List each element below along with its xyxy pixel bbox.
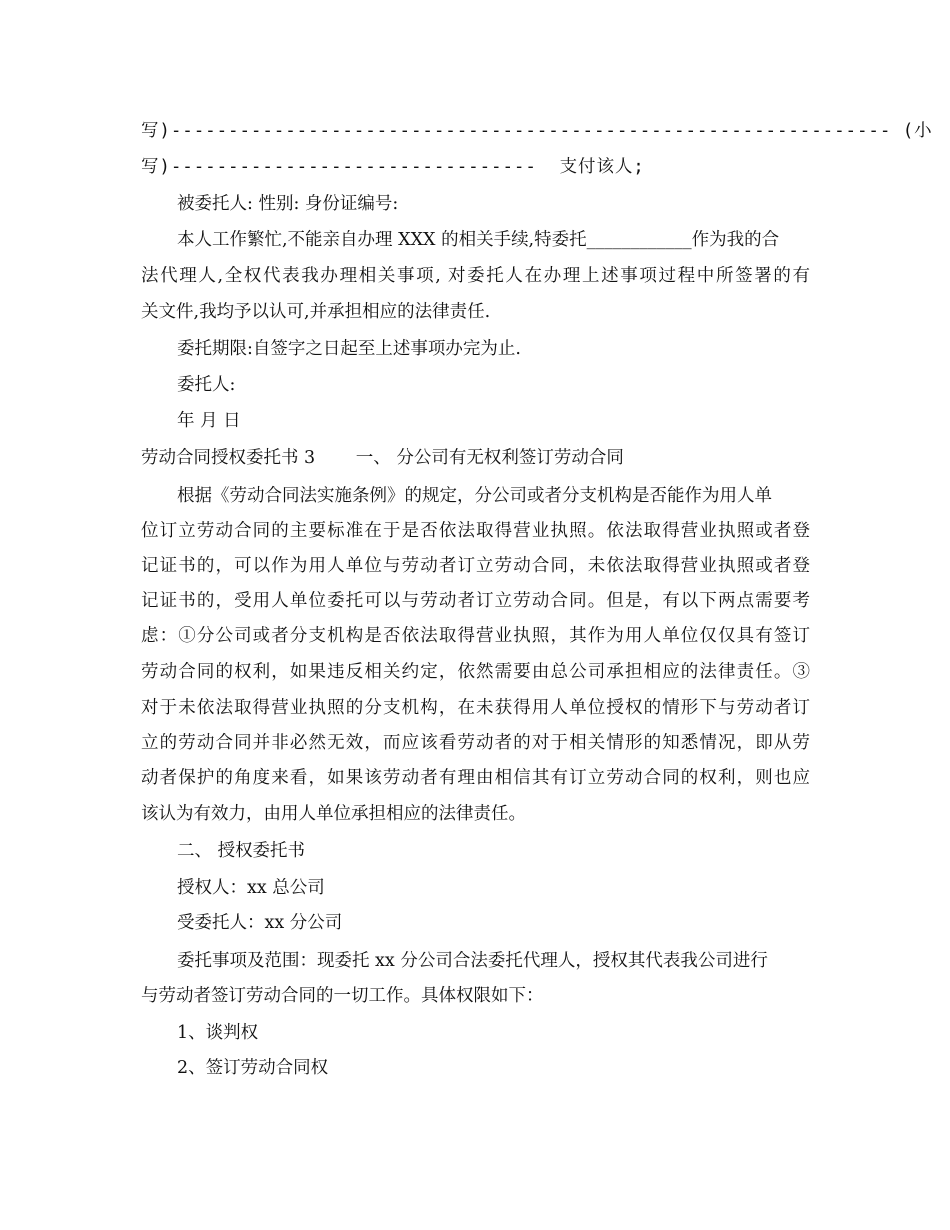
section-heading: 二、 授权委托书: [177, 841, 306, 861]
text-line: 委托期限:自签字之日起至上述事项办完为止.: [177, 339, 521, 359]
text-line: 被委托人: 性别: 身份证编号:: [177, 194, 399, 214]
text-line: 委托人:: [177, 375, 236, 395]
text-line: 写)-------------------------------- 支付该人;: [141, 157, 645, 177]
text-line: 与劳动者签订劳动合同的一切工作。具体权限如下：: [141, 986, 544, 1006]
text-line: 委托事项及范围：现委托 xx 分公司合法委托代理人，授权其代表我公司进行: [177, 951, 768, 971]
text-line: 关文件,我均予以认可,并承担相应的法律责任.: [141, 302, 491, 322]
text-line: 位订立劳动合同的主要标准在于是否依法取得营业执照。依法取得营业执照或者登: [141, 521, 810, 541]
text-line: 动者保护的角度来看，如果该劳动者有理由相信其有订立劳动合同的权利，则也应: [141, 768, 810, 788]
text-line: 记证书的，受用人单位委托可以与劳动者订立劳动合同。但是，有以下两点需要考: [141, 591, 810, 611]
text-line: 根据《劳动合同法实施条例》的规定，分公司或者分支机构是否能作为用人单: [177, 486, 772, 506]
text-line: 对于未依法取得营业执照的分支机构，在未获得用人单位授权的情形下与劳动者订: [141, 698, 810, 718]
text-line: 年 月 日: [177, 411, 241, 431]
section-heading: 劳动合同授权委托书 3 一、 分公司有无权利签订劳动合同: [141, 448, 624, 468]
list-item: 1、谈判权: [177, 1023, 259, 1043]
text-line: 劳动合同的权利，如果违反相关约定，依然需要由总公司承担相应的法律责任。③: [141, 662, 810, 682]
text-line: 授权人：xx 总公司: [177, 878, 325, 898]
text-line: 记证书的，可以作为用人单位与劳动者订立劳动合同，未依法取得营业执照或者登: [141, 556, 810, 576]
text-line: 法代理人,全权代表我办理相关事项, 对委托人在办理上述事项过程中所签署的有: [141, 266, 810, 286]
text-line: 写)--------------------------------------------------------------- (小: [141, 121, 933, 141]
text-line: 该认为有效力，由用人单位承担相应的法律责任。: [141, 804, 526, 824]
text-line: 立的劳动合同并非必然无效，而应该看劳动者的对于相关情形的知悉情况，即从劳: [141, 733, 810, 753]
list-item: 2、签订劳动合同权: [177, 1058, 329, 1078]
text-line: 本人工作繁忙,不能亲自办理 XXX 的相关手续,特委托____________作为我的合: [177, 230, 780, 250]
text-line: 受委托人：xx 分公司: [177, 913, 343, 933]
text-line: 虑：①分公司或者分支机构是否依法取得营业执照，其作为用人单位仅仅具有签订: [141, 626, 810, 646]
